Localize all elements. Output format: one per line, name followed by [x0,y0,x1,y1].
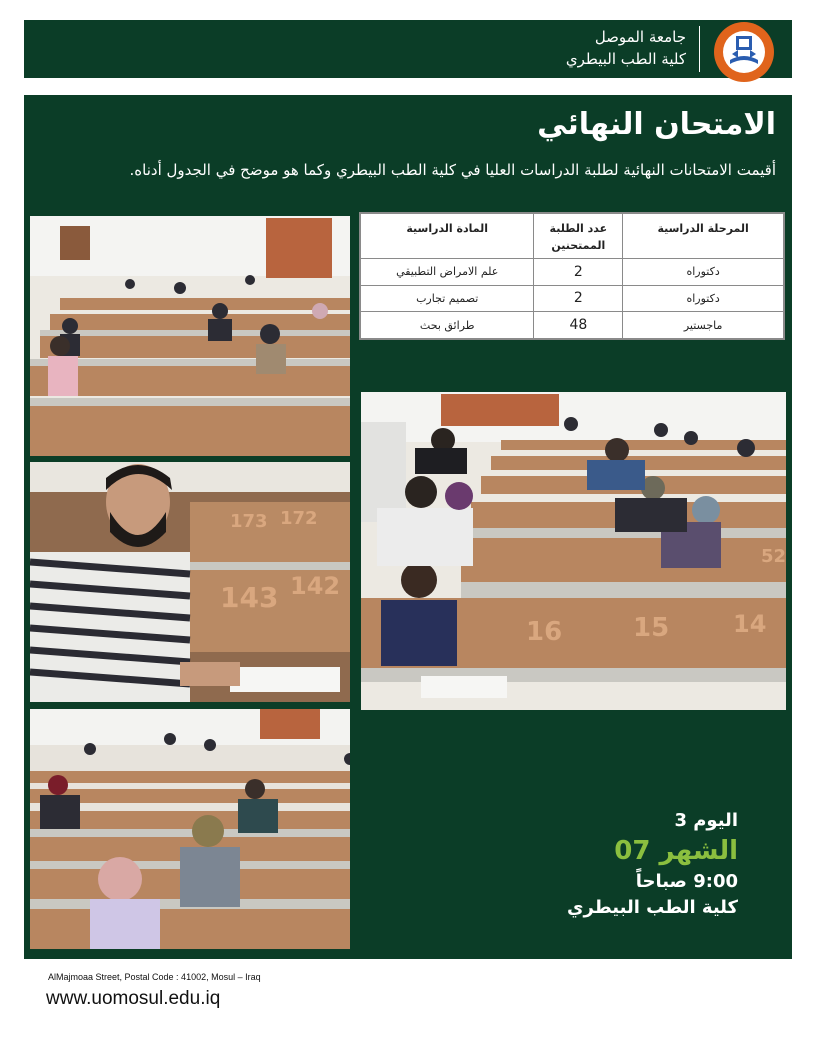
university-logo [710,20,778,84]
svg-text:172: 172 [280,508,318,529]
footer-address: AlMajmoaa Street, Postal Code : 41002, Mosul – Iraq [48,972,261,982]
cell-subject: تصميم تجارب [361,285,534,312]
exam-month: الشهر 07 [614,836,738,866]
header-student-count: عدد الطلبة الممتحنين [534,214,623,259]
exam-place: كلية الطب البيطري [567,897,738,918]
exam-info [567,808,738,920]
exam-student-photo-2 [30,462,350,702]
exam-hall-photo-4 [361,392,786,710]
college-name: كلية الطب البيطري [565,50,686,68]
main-panel [24,95,792,959]
svg-text:52: 52 [761,546,786,567]
cell-subject: علم الامراض التطبيقي [361,259,534,286]
table-row [361,312,784,339]
page-title: الامتحان النهائي [537,107,776,142]
svg-text:14: 14 [733,610,767,638]
header-bar [24,20,792,78]
cell-subject: طرائق بحث [361,312,534,339]
university-name: جامعة الموصل [594,28,686,46]
svg-text:16: 16 [526,617,563,647]
header-subject: المادة الدراسية [361,214,534,259]
cell-stage: ماجستير [623,312,784,339]
intro-text: أقيمت الامتحانات النهائية لطلبة الدراسات العليا في كلية الطب البيطري وكما هو موضح في الجدول أدناه. [129,161,776,179]
header-stage: المرحلة الدراسية [623,214,784,259]
exam-hall-photo-3 [30,709,350,949]
exam-day: اليوم 3 [674,810,738,831]
cell-count: 48 [534,312,623,339]
cell-stage: دكتوراه [623,285,784,312]
exam-time: 9:00 صباحاً [635,871,738,892]
svg-text:173: 173 [230,511,268,532]
exam-hall-photo-1 [30,216,350,456]
cell-count: 2 [534,285,623,312]
cell-stage: دكتوراه [623,259,784,286]
table-header-row [361,214,784,259]
header-text [566,26,686,70]
cell-count: 2 [534,259,623,286]
table-row [361,285,784,312]
svg-text:142: 142 [290,572,341,600]
svg-text:15: 15 [633,613,670,643]
footer-website-link[interactable]: www.uomosul.edu.iq [46,988,221,1009]
table-row [361,259,784,286]
exams-table [359,212,785,340]
svg-text:143: 143 [220,581,279,614]
header-divider [699,26,700,72]
